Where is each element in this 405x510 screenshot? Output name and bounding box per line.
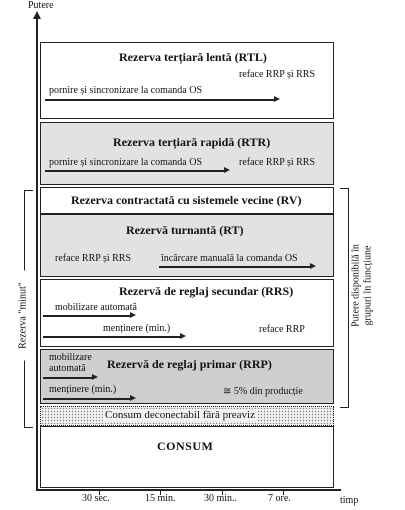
consum-title: CONSUM <box>157 439 214 453</box>
rt-left-note: reface RRP și RRS <box>55 253 132 264</box>
rt-title: Rezervă turnantă (RT) <box>126 223 244 237</box>
rrs-right-note: reface RRP <box>259 324 305 335</box>
rtl-arrow-text: pornire și sincronizare la comanda OS <box>49 85 203 96</box>
rrp-title: Rezervă de reglaj primar (RRP) <box>107 357 272 371</box>
rrs-arrow2 <box>43 336 181 338</box>
rtr-arrow <box>45 170 225 172</box>
consum-deconectabil-title: Consum deconectabil fără preaviz <box>105 409 255 421</box>
rtr-block <box>40 122 334 185</box>
right-bracket <box>340 188 349 408</box>
rrp-arrow2-text: menținere (min.) <box>49 384 117 395</box>
consum-block <box>40 426 334 488</box>
rrs-block <box>40 279 334 347</box>
rrp-block <box>40 349 334 404</box>
rtl-title: Rezerva terțiară lentă (RTL) <box>119 50 267 64</box>
rrs-title: Rezervă de reglaj secundar (RRS) <box>119 284 294 298</box>
rrs-arrow2-text: menținere (min.) <box>103 323 171 334</box>
time-tick-label-2: 15 min. <box>145 493 176 504</box>
rrp-right-note: ≅ 5% din producție <box>223 386 303 397</box>
rrs-arrow1-head-icon <box>130 312 136 318</box>
rrp-arrow2-head-icon <box>130 395 136 401</box>
rt-arrow <box>159 266 311 268</box>
rrp-arrow1 <box>43 377 93 379</box>
rt-arrow-head-icon <box>310 263 316 269</box>
rtl-arrow <box>45 99 275 101</box>
rtr-arrow-head-icon <box>224 167 230 173</box>
rv-title: Rezerva contractată cu sistemele vecine (RV) <box>71 193 302 207</box>
time-tick-label-4: 7 ore. <box>268 493 291 504</box>
rrs-arrow1 <box>43 315 131 317</box>
rrp-arrow1-text-line2: automată <box>49 363 86 374</box>
rtl-arrow-head-icon <box>274 96 280 102</box>
x-axis-label: timp <box>340 495 359 506</box>
time-tick-label-1: 30 sec. <box>82 493 110 504</box>
consum-deconectabil-block <box>40 406 334 426</box>
time-tick-label-3: 30 min.. <box>204 493 238 504</box>
rtr-arrow-text: pornire și sincronizare la comanda OS <box>49 157 203 168</box>
rtl-block <box>40 42 334 119</box>
y-axis <box>36 18 38 490</box>
rtr-title: Rezerva terțiară rapidă (RTR) <box>113 135 271 149</box>
rrs-arrow2-head-icon <box>180 333 186 339</box>
rtl-right-note: reface RRP și RRS <box>239 69 316 80</box>
y-axis-arrow-icon <box>33 11 41 19</box>
right-bracket-label-line1: Putere disponibilă în <box>350 244 362 327</box>
rrp-arrow2 <box>43 398 131 400</box>
rtr-right-note: reface RRP și RRS <box>239 157 316 168</box>
right-bracket-label-line2: grupuri în funcțiune <box>362 245 374 326</box>
rrp-arrow1-head-icon <box>92 374 98 380</box>
rrp-arrow1-text-line1: mobilizare <box>49 352 92 363</box>
rt-block <box>40 214 334 277</box>
x-axis <box>36 489 341 491</box>
rrs-arrow1-text: mobilizare automată <box>55 302 137 313</box>
y-axis-label: Putere <box>28 0 54 11</box>
left-bracket-label: Rezerva "minut" <box>18 271 29 361</box>
rt-arrow-text: încărcare manuală la comanda OS <box>161 253 298 264</box>
rv-block <box>40 187 334 214</box>
